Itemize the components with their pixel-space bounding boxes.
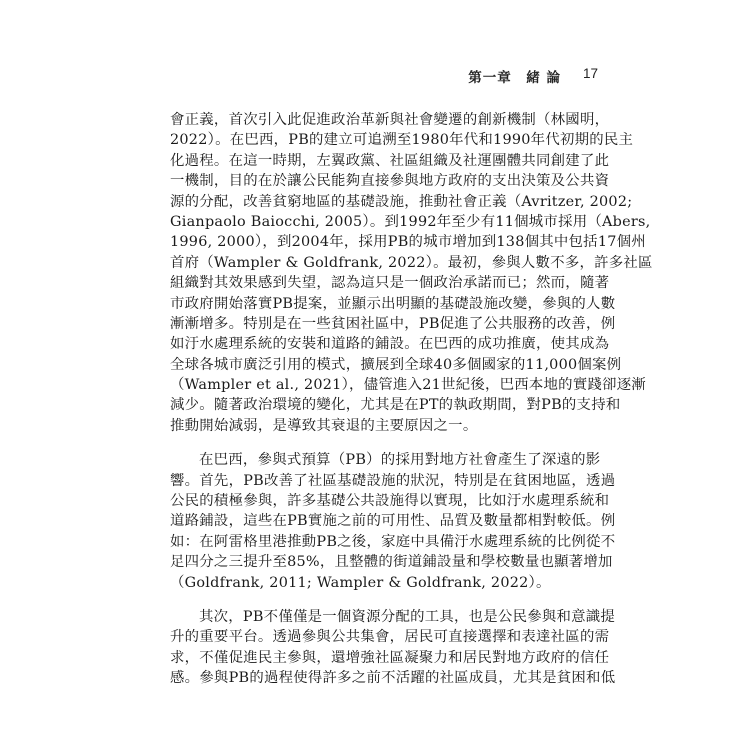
text-line: 全球各城市廣泛引用的模式，擴展到全球40多個國家的11,000個案例 [170,356,622,373]
body-text [170,110,653,703]
text-line: 首府（Wampler & Goldfrank, 2022）。最初，參與人數不多，許多社區 [170,254,653,271]
text-line: 公民的積極參與，許多基礎公共設施得以實現，比如汙水處理系統和 [170,493,610,510]
text-line: 市政府開始落實PB提案，並顯示出明顯的基礎設施改變，參與的人數 [170,295,616,312]
text-line: （Goldfrank, 2011; Wampler & Goldfrank, 2022）。 [170,574,551,591]
text-line: 在巴西，參與式預算（PB）的採用對地方社會產生了深遠的影 [199,452,601,469]
text-line: 源的分配，改善貧窮地區的基礎設施，推動社會正義（Avritzer, 2002; [170,193,633,210]
text-line: 化過程。在這一時期，左翼政黨、社區組織及社運團體共同創建了此 [170,152,610,169]
text-line: 推動開始減弱，是導致其衰退的主要原因之一。 [170,417,478,434]
text-line: Gianpaolo Baiocchi, 2005）。到1992年至少有11個城市採用（Abers, [170,213,651,230]
text-line: 道路鋪設，這些在PB實施之前的可用性、品質及數量都相對較低。例 [170,513,616,530]
text-line: 如汙水處理系統的安裝和道路的鋪設。在巴西的成功推廣，使其成為 [170,336,610,353]
paragraph [170,450,616,593]
text-line: 其次，PB不僅僅是一個資源分配的工具，也是公民參與和意識提 [199,608,616,625]
text-line: 響。首先，PB改善了社區基礎設施的狀況，特別是在貧困地區，透過 [170,472,616,489]
chapter-title: 第一章 緒 論 [468,70,561,86]
text-line: 感。參與PB的過程使得許多之前不活躍的社區成員，尤其是貧困和低 [170,670,616,687]
paragraph [170,607,616,689]
text-line: 升的重要平台。透過參與公共集會，居民可直接選擇和表達社區的需 [170,629,610,646]
text-line: （Wampler et al., 2021），儘管進入21世紀後，巴西本地的實踐卻逐漸 [170,377,647,394]
text-line: 會正義，首次引入此促進政治革新與社會變遷的創新機制（林國明， [170,112,610,128]
running-header [468,66,598,86]
text-line: 1996, 2000），到2004年，採用PB的城市增加到138個其中包括17個州 [170,234,646,251]
page-number: 17 [582,66,598,81]
text-line: 一機制，目的在於讓公民能夠直接參與地方政府的支出決策及公共資 [170,173,610,190]
text-line: 足四分之三提升至85%，且整體的街道鋪設量和學校數量也顯著增加 [170,554,613,571]
text-line: 如：在阿雷格里港推動PB之後，家庭中具備汙水處理系統的比例從不 [170,533,616,550]
text-line: 求，不僅促進民主參與，還增強社區凝聚力和居民對地方政府的信任 [170,649,610,666]
text-line: 漸漸增多。特別是在一些貧困社區中，PB促進了公共服務的改善，例 [170,315,616,332]
text-line: 組織對其效果感到失望，認為這只是一個政治承諾而已；然而，隨著 [170,275,610,292]
paragraph [170,110,653,436]
text-line: 2022）。在巴西，PB的建立可追溯至1980年代和1990年代初期的民主 [170,132,634,149]
text-line: 減少。隨著政治環境的變化，尤其是在PT的執政期間，對PB的支持和 [170,397,621,414]
